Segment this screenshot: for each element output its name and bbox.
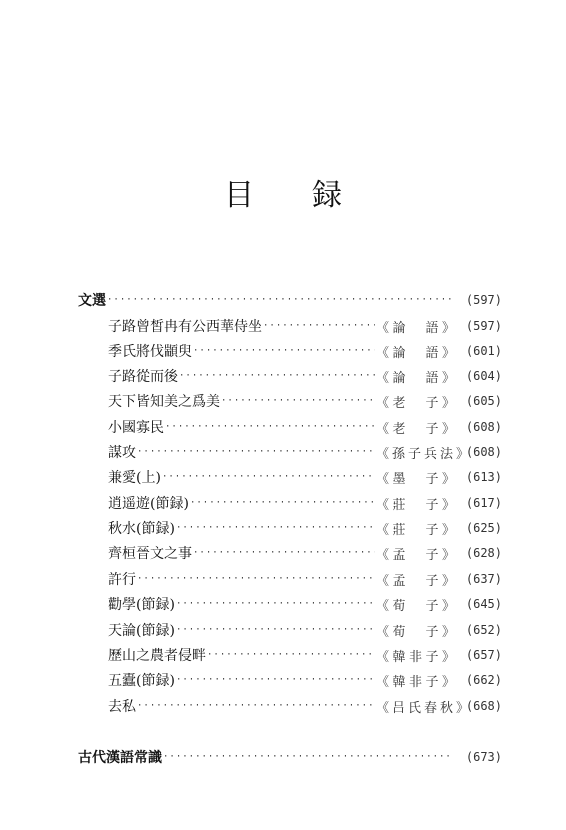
entry-source: 《荀 子》 [376,598,458,614]
toc-entry[interactable] [108,593,502,615]
entry-source: 《老 子》 [376,395,458,411]
page-number: (597) [465,319,502,333]
dot-leader [137,695,375,717]
entry-source: 《論 語》 [376,345,458,361]
toc-entry[interactable] [108,568,502,590]
entry-source: 《墨 子》 [376,471,458,487]
entry-title: 子路曾皙冉有公西華侍坐 [108,319,262,335]
toc-entry[interactable] [108,644,502,666]
page-number: (628) [465,546,502,560]
section-title: 文選 [78,293,106,309]
entry-title: 天論(節録) [108,623,175,639]
entry-source: 《論 語》 [376,320,458,336]
dot-leader [193,340,375,362]
page-number: (668) [465,699,502,713]
toc-section[interactable] [78,289,502,311]
entry-title: 季氏將伐顓臾 [108,344,192,360]
page-number: (597) [465,293,502,307]
page-number: (662) [465,673,502,687]
entry-title: 五蠹(節録) [108,673,175,689]
dot-leader [179,365,375,387]
toc-entry[interactable] [108,315,502,337]
entry-title: 許行 [108,572,136,588]
entry-title: 歷山之農者侵畔 [108,648,206,664]
toc-entry[interactable] [108,466,502,488]
entry-title: 子路從而後 [108,369,178,385]
toc-entry[interactable] [108,517,502,539]
title-char-2: 録 [312,178,342,213]
entry-source: 《吕氏春秋》 [376,700,473,716]
dot-leader [176,517,375,539]
entry-title: 謀攻 [108,445,136,461]
toc-entry[interactable] [108,695,502,717]
toc-entry[interactable] [108,441,502,463]
toc-entry[interactable] [108,669,502,691]
entry-title: 勸學(節録) [108,597,175,613]
dot-leader [137,568,375,590]
entry-source: 《荀 子》 [376,624,458,640]
dot-leader [163,746,454,768]
entry-source: 《莊 子》 [376,522,458,538]
page-number: (637) [465,572,502,586]
entry-title: 去私 [108,699,136,715]
entry-source: 《老 子》 [376,421,458,437]
entry-source: 《孟 子》 [376,573,458,589]
page-number: (657) [465,648,502,662]
entry-title: 逍遥遊(節録) [108,496,189,512]
dot-leader [176,669,375,691]
entry-source: 《韓非子》 [376,649,458,665]
dot-leader [190,492,375,514]
page-number: (617) [465,496,502,510]
dot-leader [176,619,375,641]
entry-title: 秋水(節録) [108,521,175,537]
title-char-1: 目 [224,178,254,213]
page-number: (673) [465,750,502,764]
page-number: (613) [465,470,502,484]
dot-leader [193,542,375,564]
page-number: (604) [465,369,502,383]
dot-leader [207,644,375,666]
dot-leader [165,416,375,438]
toc-entry[interactable] [108,416,502,438]
entry-title: 小國寡民 [108,420,164,436]
entry-source: 《孟 子》 [376,547,458,563]
dot-leader [221,390,375,412]
page-number: (605) [465,394,502,408]
entry-title: 兼愛(上) [108,470,161,486]
page-number: (625) [465,521,502,535]
toc-entry[interactable] [108,340,502,362]
section-title: 古代漢語常識 [78,750,162,766]
entry-source: 《莊 子》 [376,497,458,513]
dot-leader [176,593,375,615]
page-title [0,170,566,214]
toc-entry[interactable] [108,492,502,514]
page-number: (652) [465,623,502,637]
page-number: (608) [465,445,502,459]
entry-source: 《孫子兵法》 [376,446,473,462]
toc-entry[interactable] [108,542,502,564]
toc-entry[interactable] [108,365,502,387]
page-number: (608) [465,420,502,434]
entry-source: 《論 語》 [376,370,458,386]
dot-leader [107,289,454,311]
toc-section[interactable] [78,746,502,768]
toc-entry[interactable] [108,390,502,412]
entry-source: 《韓非子》 [376,674,458,690]
entry-title: 齊桓晉文之事 [108,546,192,562]
dot-leader [137,441,375,463]
dot-leader [263,315,375,337]
page-number: (601) [465,344,502,358]
dot-leader [162,466,375,488]
entry-title: 天下皆知美之爲美 [108,394,220,410]
toc-entry[interactable] [108,619,502,641]
page-number: (645) [465,597,502,611]
